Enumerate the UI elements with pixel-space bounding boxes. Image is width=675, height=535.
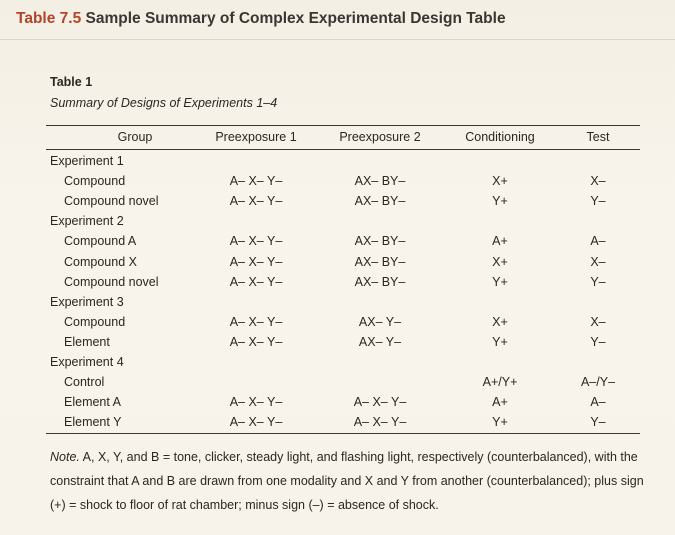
- cell-group: Compound: [64, 174, 126, 189]
- cell-pre1: A– X– Y–: [229, 234, 283, 249]
- cell-group: Element: [64, 334, 110, 349]
- cell-group: Experiment 1: [50, 154, 124, 168]
- cell-test: X–: [590, 174, 606, 189]
- cell-group: Control: [64, 375, 105, 390]
- cell-cond: X+: [492, 314, 508, 329]
- column-header-preexposure-1: Preexposure 1: [215, 130, 297, 144]
- experiment-row: [46, 352, 640, 372]
- cell-pre1: A– X– Y–: [229, 415, 283, 430]
- table-bottom-rule: [46, 433, 640, 434]
- cell-cond: Y+: [492, 194, 508, 209]
- cell-test: Y–: [590, 415, 606, 430]
- cell-group: Compound X: [64, 254, 137, 269]
- table-row: [46, 312, 640, 332]
- column-header-test: Test: [586, 130, 610, 144]
- table-row: [46, 372, 640, 392]
- experiment-row: [46, 151, 640, 171]
- cell-test: Y–: [590, 274, 606, 289]
- cell-pre1: A– X– Y–: [229, 395, 283, 410]
- table-row: [46, 332, 640, 352]
- cell-group: Experiment 2: [50, 214, 124, 229]
- column-header-group: Group: [117, 130, 153, 144]
- cell-group: Experiment 4: [50, 355, 124, 369]
- table-label: Table 1: [50, 75, 93, 89]
- cell-group: Compound: [64, 314, 126, 329]
- cell-test: Y–: [590, 194, 606, 209]
- table-row: [46, 392, 640, 412]
- column-header-preexposure-2: Preexposure 2: [339, 130, 421, 144]
- table-row: [46, 191, 640, 211]
- cell-group: Compound novel: [64, 194, 159, 209]
- cell-cond: Y+: [492, 274, 508, 289]
- experiment-row: [46, 292, 640, 312]
- experiment-row: [46, 211, 640, 231]
- cell-pre1: A– X– Y–: [229, 254, 283, 269]
- cell-pre2: AX– BY–: [354, 174, 406, 189]
- cell-cond: X+: [492, 254, 508, 269]
- table-top-rule: [46, 125, 640, 126]
- table-row: [46, 171, 640, 191]
- cell-test: X–: [590, 314, 606, 329]
- cell-group: Element Y: [64, 415, 122, 430]
- header-divider: [0, 39, 675, 40]
- cell-test: A–: [590, 395, 606, 410]
- cell-test: X–: [590, 254, 606, 269]
- cell-cond: Y+: [492, 334, 508, 349]
- cell-cond: Y+: [492, 415, 508, 430]
- note-label: Note.: [50, 450, 80, 464]
- cell-pre1: A– X– Y–: [229, 274, 283, 289]
- cell-pre1: A– X– Y–: [229, 174, 283, 189]
- cell-group: Element A: [64, 395, 121, 410]
- cell-pre1: A– X– Y–: [229, 314, 283, 329]
- cell-pre1: A– X– Y–: [229, 194, 283, 209]
- cell-cond: A+: [492, 395, 508, 410]
- cell-pre2: A– X– Y–: [353, 395, 407, 410]
- cell-pre2: AX– Y–: [358, 334, 402, 349]
- header-title-text: Sample Summary of Complex Experimental Design Table: [85, 10, 506, 27]
- cell-cond: X+: [492, 174, 508, 189]
- cell-group: Compound novel: [64, 274, 159, 289]
- table-row: [46, 231, 640, 251]
- cell-pre2: AX– BY–: [354, 274, 406, 289]
- cell-test: A–: [590, 234, 606, 249]
- document-header: [16, 10, 506, 28]
- cell-pre2: A– X– Y–: [353, 415, 407, 430]
- cell-pre2: AX– BY–: [354, 254, 406, 269]
- table-header-rule: [46, 149, 640, 150]
- table-caption: Summary of Designs of Experiments 1–4: [50, 96, 278, 110]
- cell-cond: A+: [492, 234, 508, 249]
- cell-cond: A+/Y+: [482, 375, 518, 390]
- note-text: A, X, Y, and B = tone, clicker, steady light, and flashing light, respectively (counterbalanced), with the constraint that A and B are drawn from one modality and X and Y from another (counterbalanced); plus sign (+) = shock to floor of rat chamber; minus sign (–) = absence of shock.: [50, 450, 644, 512]
- table-row: [46, 412, 640, 432]
- cell-test: Y–: [590, 334, 606, 349]
- cell-group: Compound A: [64, 234, 137, 249]
- cell-pre2: AX– Y–: [358, 314, 402, 329]
- table-note: [50, 445, 650, 517]
- cell-test: A–/Y–: [580, 375, 616, 390]
- table-row: [46, 252, 640, 272]
- cell-group: Experiment 3: [50, 294, 124, 309]
- cell-pre2: AX– BY–: [354, 234, 406, 249]
- cell-pre2: AX– BY–: [354, 194, 406, 209]
- header-number: Table 7.5: [16, 10, 82, 27]
- cell-pre1: A– X– Y–: [229, 334, 283, 349]
- column-header-conditioning: Conditioning: [465, 130, 535, 144]
- table-row: [46, 272, 640, 292]
